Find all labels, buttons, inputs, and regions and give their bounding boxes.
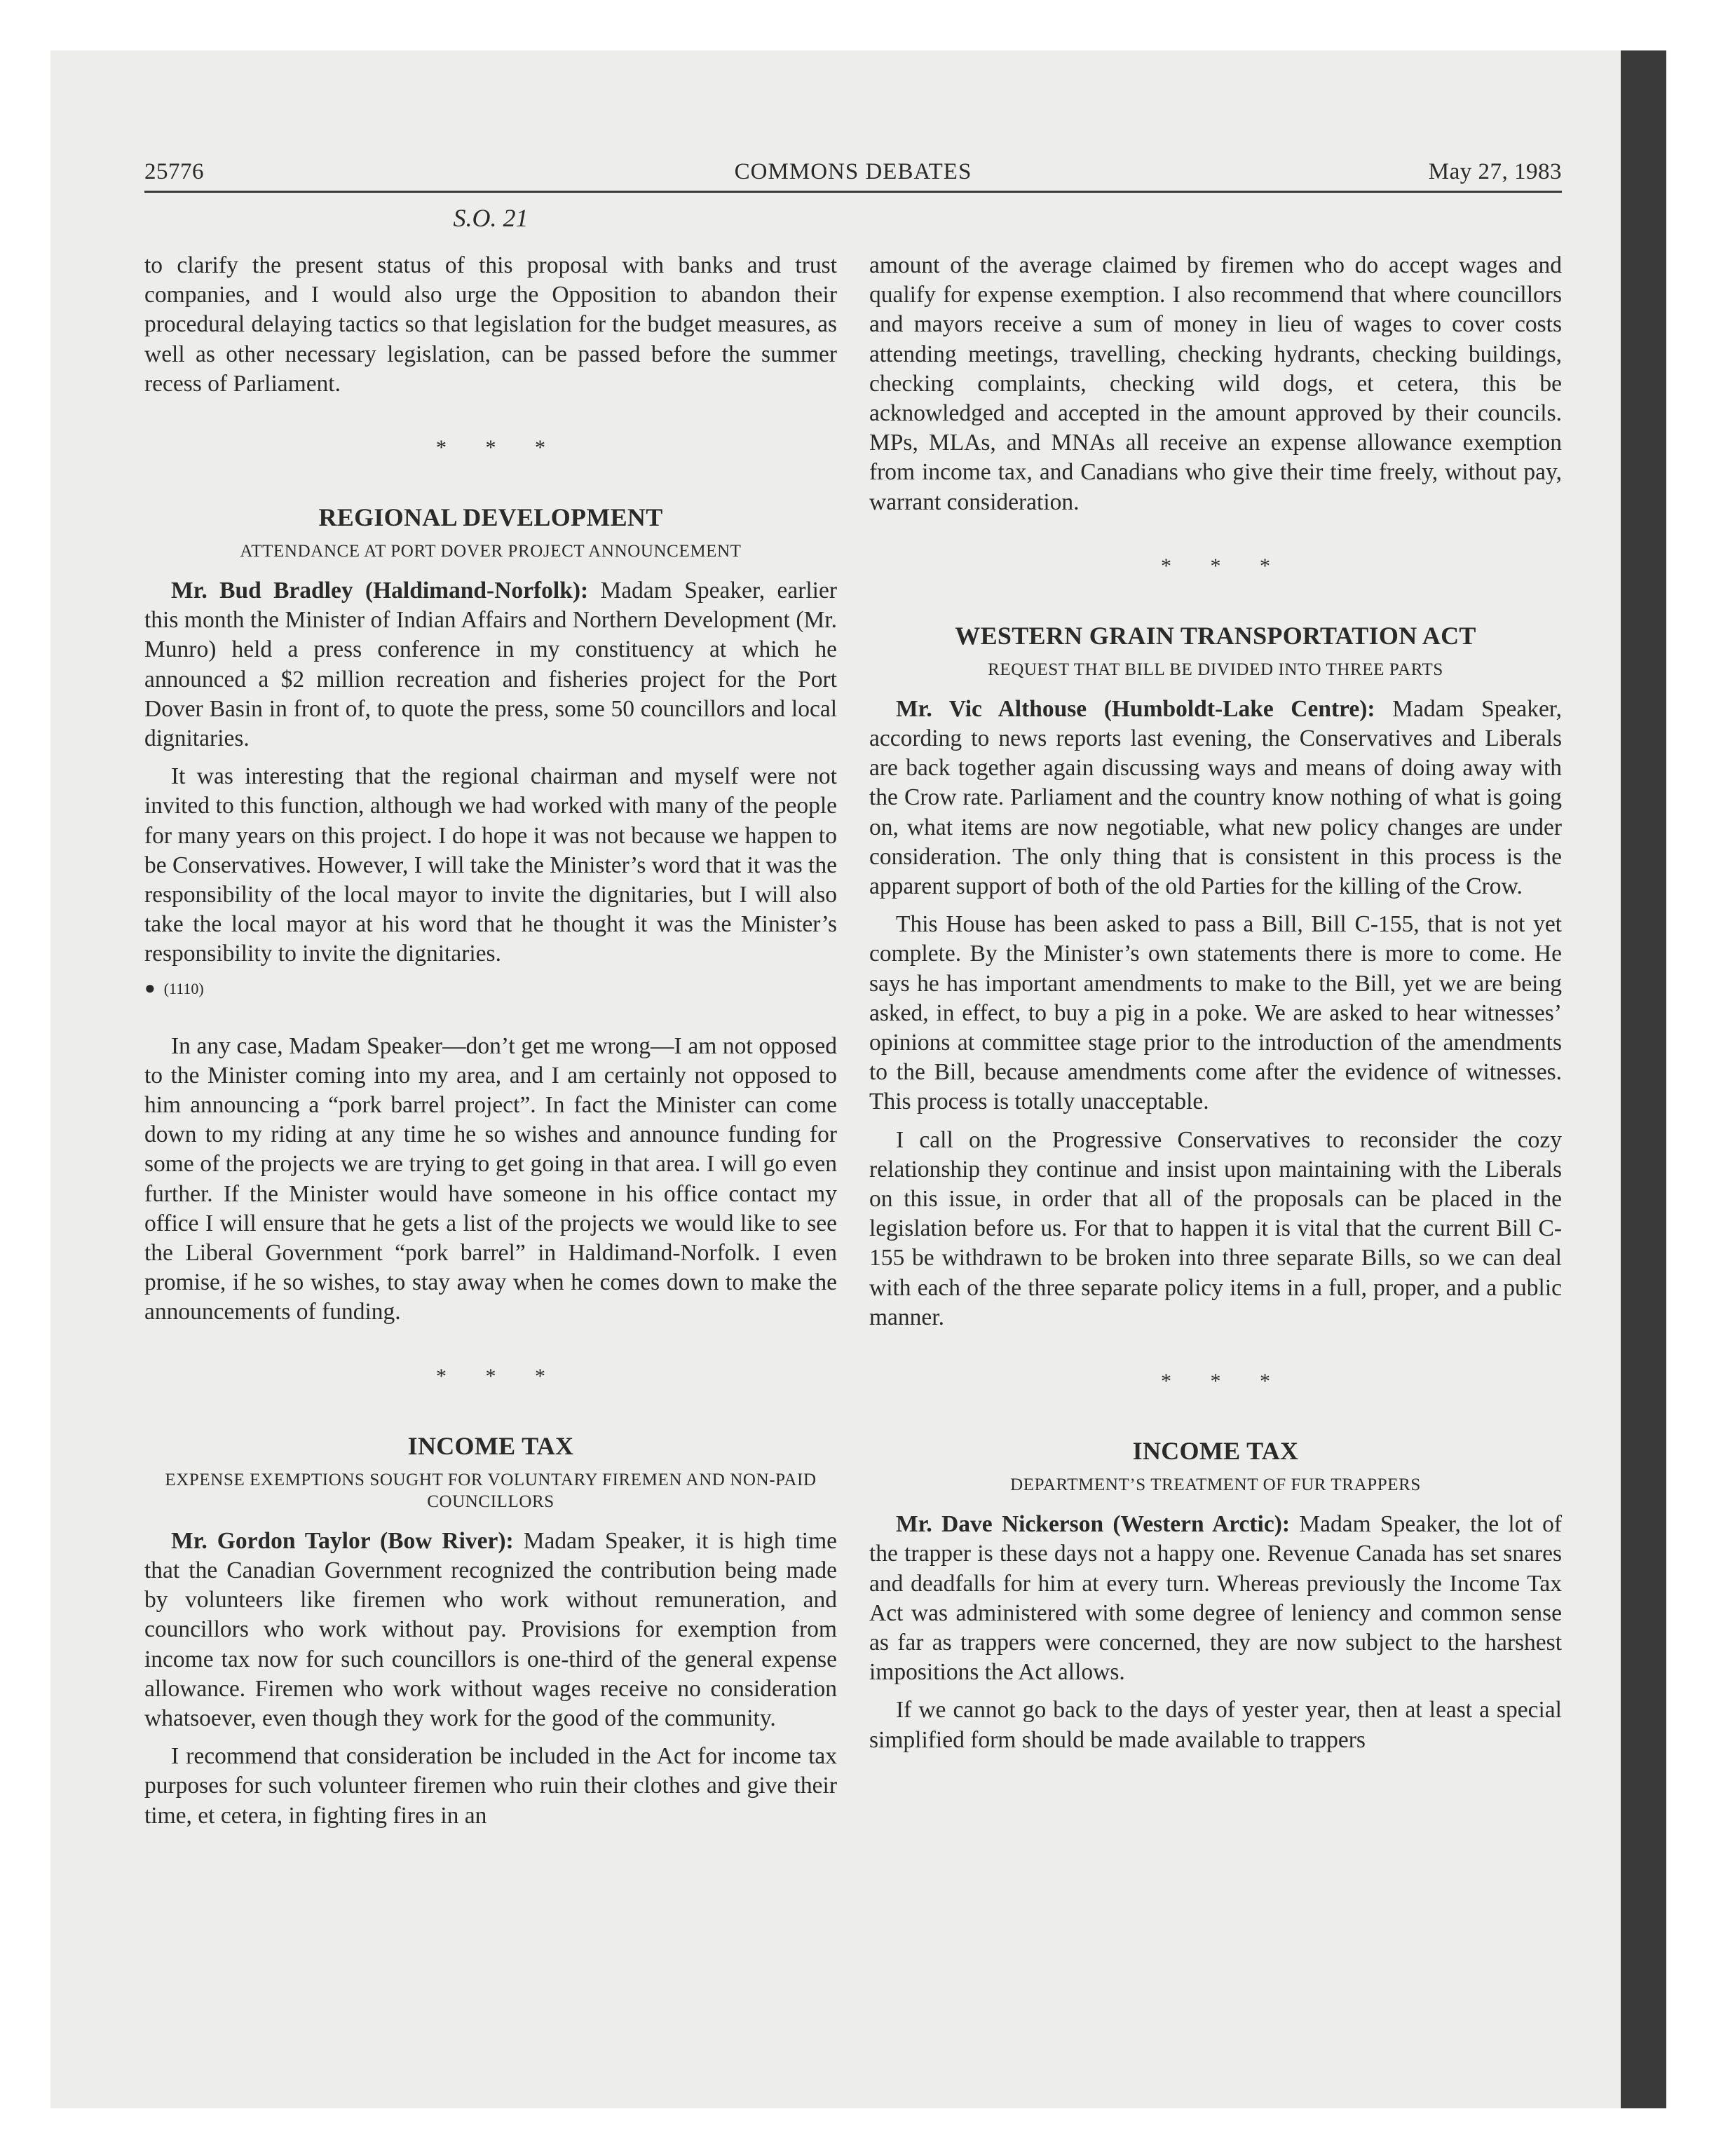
section-heading-income-tax: INCOME TAX [1132, 1437, 1299, 1466]
section-separator: * * * [1161, 1370, 1287, 1393]
left-column [144, 251, 837, 1839]
section-subheading: REQUEST THAT BILL BE DIVIDED INTO THREE PARTS [988, 660, 1443, 679]
speaker-name: Mr. Gordon Taylor (Bow River): [171, 1527, 514, 1554]
section-separator: * * * [436, 436, 562, 460]
right-column [869, 251, 1562, 1763]
speaker-name: Mr. Vic Althouse (Humboldt-Lake Centre): [896, 695, 1375, 722]
publication-date: May 27, 1983 [1428, 159, 1562, 184]
speech-paragraph: I recommend that consideration be included in the Act for income tax purposes for such volunteer firemen who ruin their clothes and give their time, et cetera, in fighting fires in an [144, 1743, 837, 1829]
scan-edge-shadow [1621, 50, 1666, 2108]
publication-title: COMMONS DEBATES [734, 159, 972, 184]
speech-paragraph: If we cannot go back to the days of yester year, then at least a special simplified form should be made available to trappers [869, 1697, 1562, 1753]
section-subheading: EXPENSE EXEMPTIONS SOUGHT FOR VOLUNTARY FIREMEN AND NON-PAID COUNCILLORS [165, 1470, 817, 1511]
speech-paragraph: Mr. Bud Bradley (Haldimand-Norfolk): Madam Speaker, earlier this month the Minister of Indian Affairs and Northern Development (Mr. Munro) held a press conference in my constituency at which he announced a $2 million recreation and fisheries project for the Port Dover Basin in front of, to quote the press, some 50 councillors and local dignitaries. [144, 578, 838, 752]
time-marker: ● (1110) [144, 977, 204, 998]
speech-paragraph: Mr. Dave Nickerson (Western Arctic): Madam Speaker, the lot of the trapper is these days not a happy one. Revenue Canada has set snares and deadfalls for him at every turn. Whereas previously the Income Tax Act was administered with some degree of leniency and common sense as far as trappers were concerned, they are now subject to the harshest impositions the Act allows. [869, 1511, 1562, 1686]
section-heading-regional-development: REGIONAL DEVELOPMENT [318, 503, 663, 532]
speaker-name: Mr. Dave Nickerson (Western Arctic): [896, 1511, 1291, 1538]
speech-paragraph: Mr. Gordon Taylor (Bow River): Madam Speaker, it is high time that the Canadian Government recognized the contribution being made by volunteers like firemen who work without remuneration, and councillors who work without pay. Provisions for exemption from income tax now for such councillors is one-third of the general expense allowance. Firemen who work without wages receive no consideration whatsoever, even though they work for the good of the community. [144, 1527, 838, 1731]
bullet-icon: ● [144, 977, 156, 998]
section-subheading: ATTENDANCE AT PORT DOVER PROJECT ANNOUNCEMENT [240, 542, 742, 561]
speech-paragraph: It was interesting that the regional chairman and myself were not invited to this function, although we had worked with many of the people for many years on this project. I do hope it was not because we happen to be Conservatives. However, I will take the Minister’s word that it was the responsibility of the local mayor to invite the dignitaries, but I will also take the local mayor at his word that he thought it was the Minister’s responsibility to invite the dignitaries. [144, 763, 837, 967]
continued-paragraph: to clarify the present status of this proposal with banks and trust companies, and I would also urge the Opposition to abandon their procedural delaying tactics so that legislation for the budget measures, as well as other necessary legislation, can be passed before the summer recess of Parliament. [144, 252, 837, 397]
speaker-name: Mr. Bud Bradley (Haldimand-Norfolk): [171, 578, 589, 604]
header-rule [144, 191, 1562, 193]
speech-paragraph: This House has been asked to pass a Bill, Bill C-155, that is not yet complete. By the Minister’s own statements there is more to come. He says he has important amendments to make to the Bill, yet we are being asked, in effect, to buy a pig in a poke. We are asked to hear witnesses’ opinions at committee stage prior to the introduction of the amendments to the Bill, because amendments come after the evidence of witnesses. This process is totally unacceptable. [869, 911, 1562, 1115]
section-heading-western-grain: WESTERN GRAIN TRANSPORTATION ACT [955, 621, 1476, 650]
speech-paragraph: Mr. Vic Althouse (Humboldt-Lake Centre): Madam Speaker, according to news reports last evening, the Conservatives and Liberals are back together again discussing ways and means of doing away with the Crow rate. Parliament and the country know nothing of what is going on, what items are now negotiable, what new policy changes are under consideration. The only thing that is consistent in this process is the apparent support of both of the old Parties for the killing of the Crow. [869, 695, 1563, 900]
speech-paragraph: In any case, Madam Speaker—don’t get me wrong—I am not opposed to the Minister coming into my area, and I am certainly not opposed to him announcing a “pork barrel project”. In fact the Minister can come down to my riding at any time he so wishes and announce funding for some of the projects we are trying to get going in that area. I will go even further. If the Minister would have someone in his office contact my office I will ensure that he gets a list of the projects we would like to see the Liberal Government “pork barrel” in Haldimand-Norfolk. I even promise, if he so wishes, to stay away when he comes down to make the announcements of funding. [144, 1032, 837, 1325]
page-header [144, 156, 1562, 189]
section-heading-income-tax: INCOME TAX [407, 1431, 574, 1460]
section-separator: * * * [436, 1364, 562, 1388]
standing-order-label: S.O. 21 [453, 204, 529, 232]
section-subheading: DEPARTMENT’S TREATMENT OF FUR TRAPPERS [1010, 1475, 1421, 1495]
section-separator: * * * [1161, 554, 1287, 578]
page-number: 25776 [144, 159, 204, 184]
speech-paragraph: I call on the Progressive Conservatives to reconsider the cozy relationship they continue and insist upon maintaining with the Liberals on this issue, in order that all of the proposals can be placed in the legislation before us. For that to happen it is vital that the current Bill C-155 be withdrawn to be broken into three separate Bills, so we can deal with each of the three separate policy items in a full, proper, and a public manner. [869, 1126, 1562, 1330]
continued-paragraph: amount of the average claimed by firemen who do accept wages and qualify for expense exemption. I also recommend that where councillors and mayors receive a sum of money in lieu of wages to cover costs attending meetings, travelling, checking hydrants, checking buildings, checking complaints, checking wild dogs, et cetera, this be acknowledged and accepted in the amount approved by their councils. MPs, MLAs, and MNAs all receive an expense allowance exemption from income tax, and Canadians who give their time freely, without pay, warrant consideration. [869, 252, 1562, 515]
